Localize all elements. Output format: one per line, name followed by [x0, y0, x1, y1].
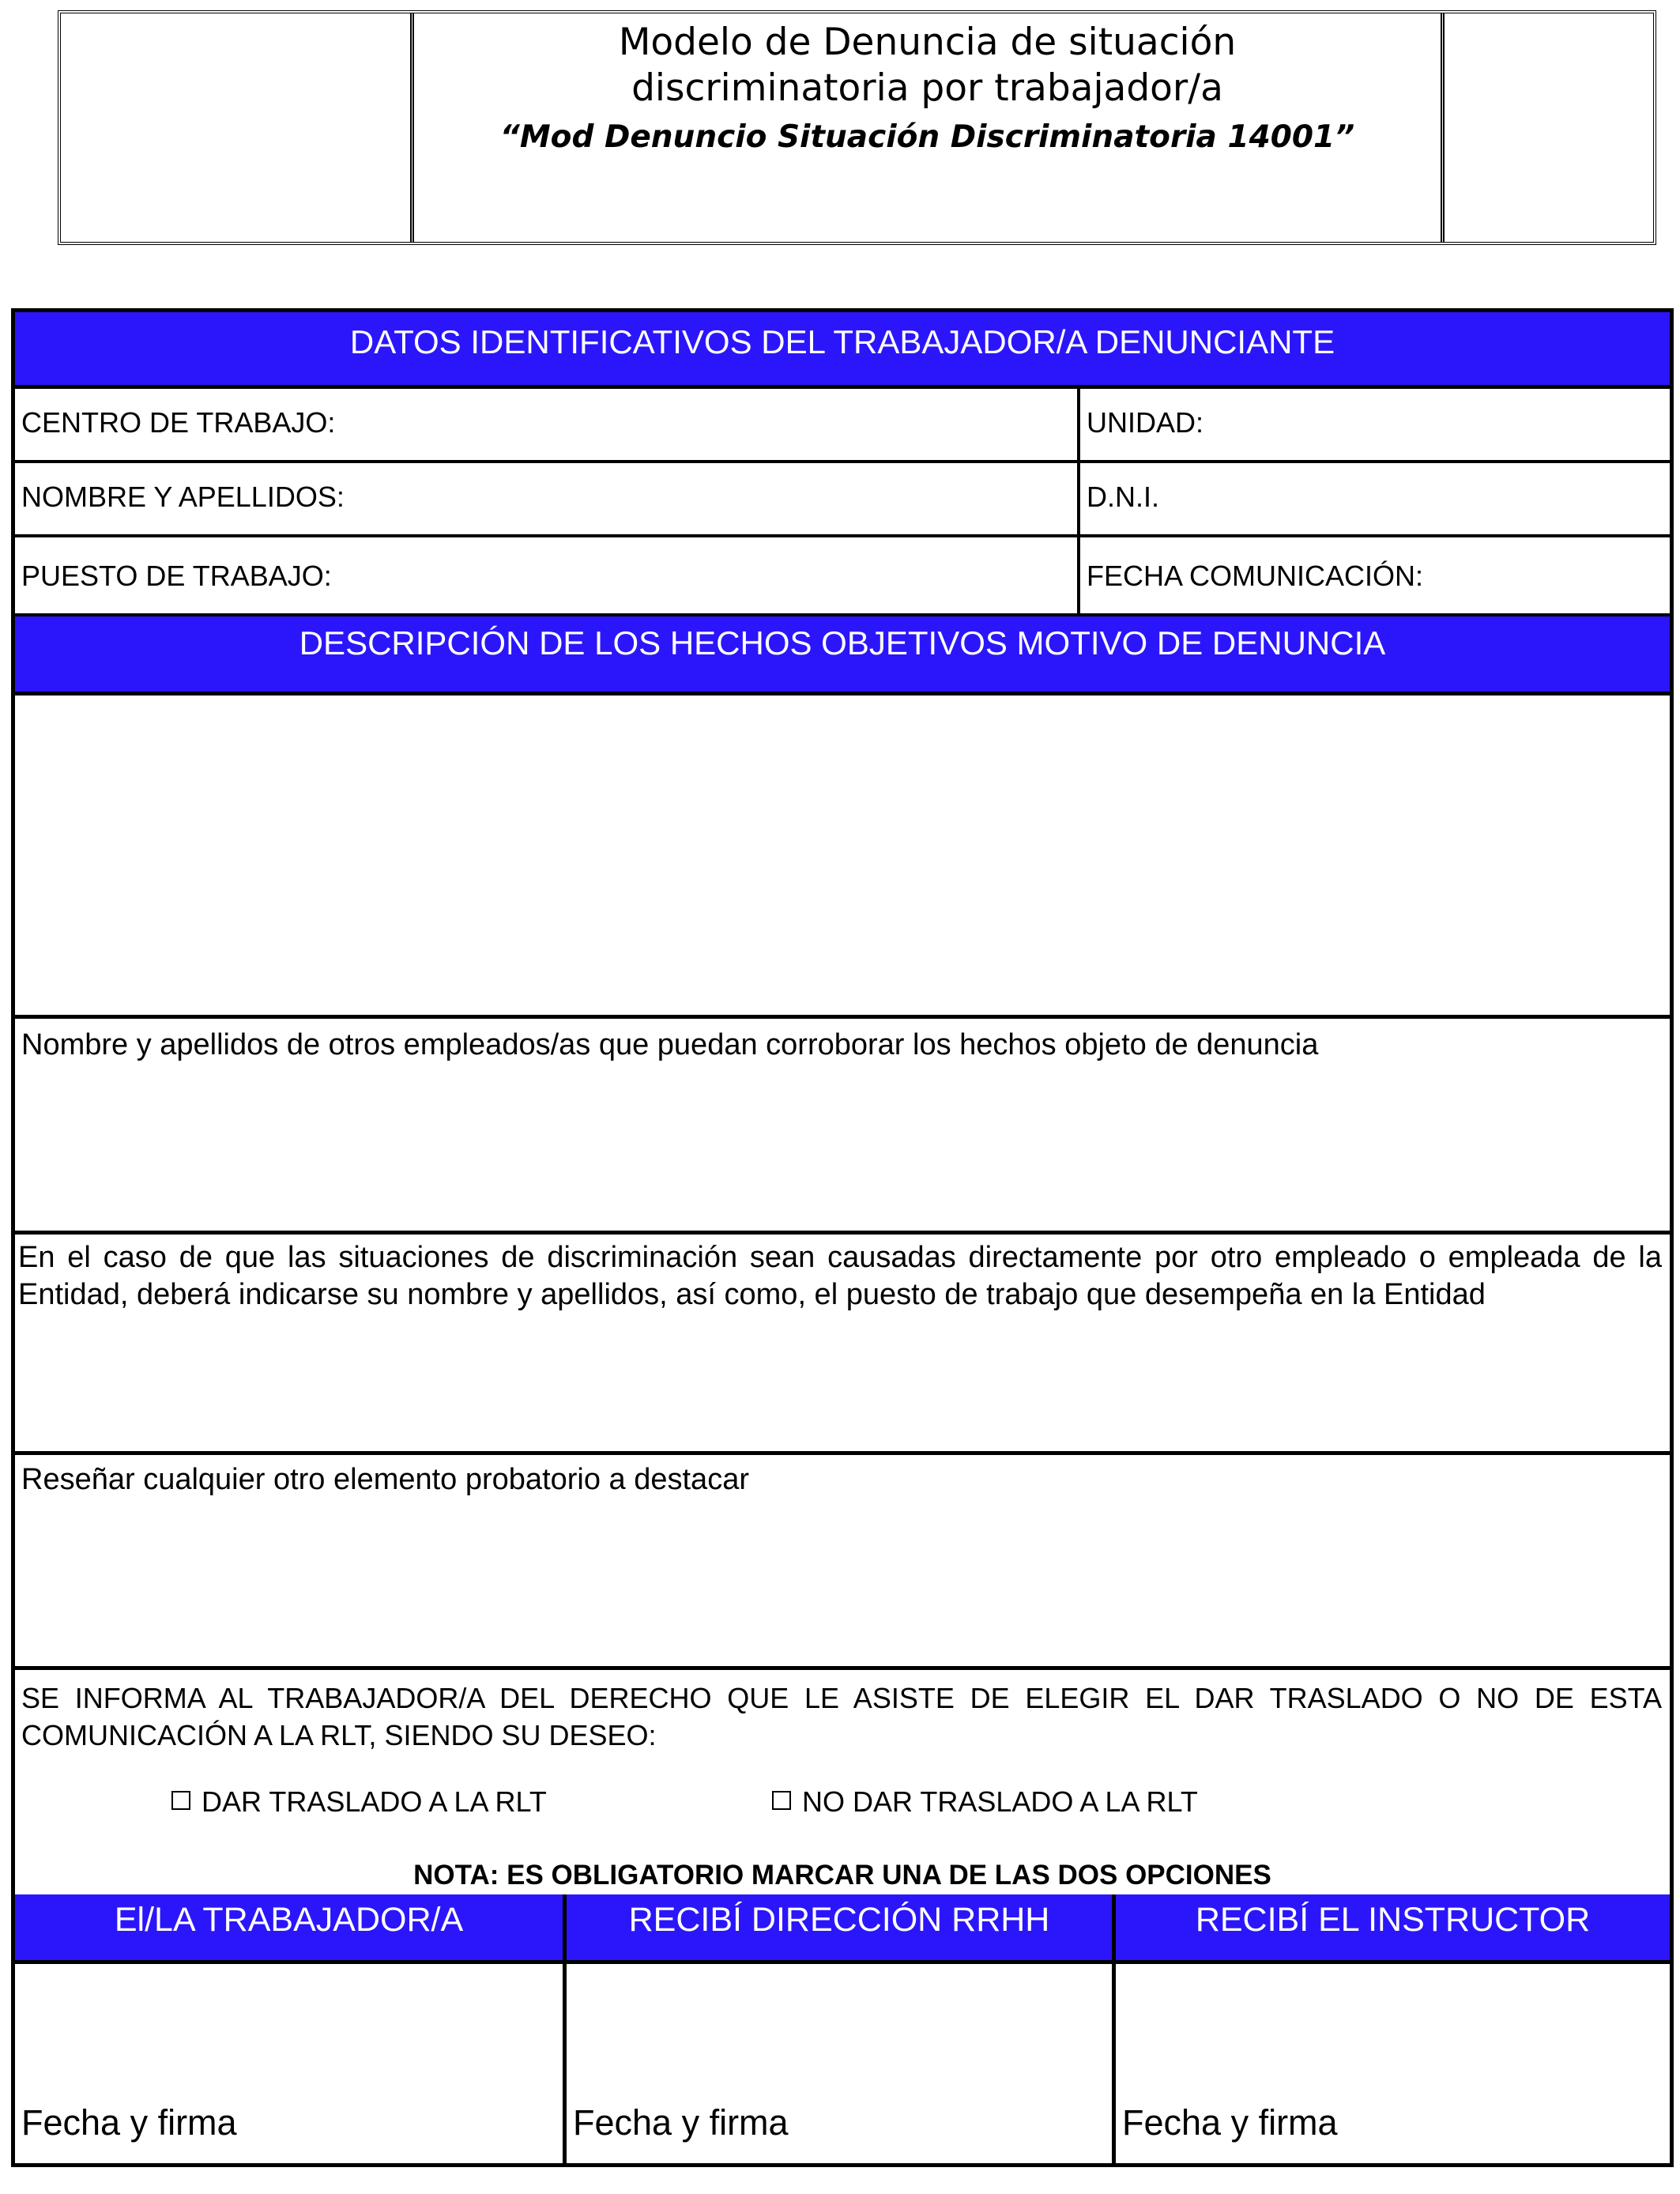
signature-trabajador-footer: Fecha y firma: [21, 2102, 237, 2143]
document-header: [58, 10, 1656, 245]
probatorio-text: Reseñar cualquier otro elemento probatorio a destacar: [21, 1463, 749, 1496]
row-nombre: [15, 463, 1670, 537]
option-no-dar-traslado-label: NO DAR TRASLADO A LA RLT: [802, 1785, 1198, 1818]
title-cell: [414, 13, 1445, 242]
otros-empleados-section[interactable]: [15, 1019, 1670, 1235]
option-dar-traslado[interactable]: [171, 1785, 547, 1819]
complaint-form: [11, 308, 1674, 2167]
otros-empleados-text: Nombre y apellidos de otros empleados/as que puedan corroborar los hechos objeto de denuncia: [21, 1028, 1319, 1061]
checkbox-no-dar-traslado[interactable]: [772, 1791, 791, 1810]
datos-heading-text: DATOS IDENTIFICATIVOS DEL TRABAJADOR/A DENUNCIANTE: [349, 323, 1335, 360]
revision-cell: [1445, 13, 1653, 242]
signature-rrhh[interactable]: [567, 1894, 1112, 2167]
causante-text: En el caso de que las situaciones de discriminación sean causadas directamente por otro empleado o empleada de la Entidad, deberá indicarse su nombre y apellidos, así como, el puesto de trabajo que desempeña en la Entidad: [18, 1241, 1662, 1311]
signature-rrhh-heading: RECIBÍ DIRECCIÓN RRHH: [567, 1894, 1112, 1964]
signature-rrhh-footer: Fecha y firma: [573, 2102, 789, 2143]
puesto-label: PUESTO DE TRABAJO:: [21, 560, 332, 592]
nota-obligatoria: NOTA: ES OBLIGATORIO MARCAR UNA DE LAS DOS OPCIONES: [413, 1860, 1271, 1891]
causante-section[interactable]: [15, 1235, 1670, 1455]
fecha-label: FECHA COMUNICACIÓN:: [1087, 560, 1424, 592]
title-line-2: discriminatoria por trabajador/a: [631, 66, 1223, 110]
logo-cell: [61, 13, 414, 242]
rlt-info-text: SE INFORMA AL TRABAJADOR/A DEL DERECHO QUE LE ASISTE DE ELEGIR EL DAR TRASLADO O NO DE ESTA COMUNICACIÓN A LA RLT, SIENDO SU DESEO:: [21, 1682, 1662, 1751]
dni-label: D.N.I.: [1087, 481, 1160, 513]
nombre-label: NOMBRE Y APELLIDOS:: [21, 481, 345, 513]
unidad-label: UNIDAD:: [1087, 406, 1204, 439]
option-no-dar-traslado[interactable]: [772, 1785, 1198, 1819]
option-dar-traslado-label: DAR TRASLADO A LA RLT: [202, 1785, 547, 1818]
centro-label: CENTRO DE TRABAJO:: [21, 406, 336, 439]
signature-trabajador-heading: El/LA TRABAJADOR/A: [15, 1894, 563, 1964]
hechos-heading: [15, 616, 1670, 696]
checkbox-dar-traslado[interactable]: [171, 1791, 190, 1810]
hechos-heading-text: DESCRIPCIÓN DE LOS HECHOS OBJETIVOS MOTIVO DE DENUNCIA: [299, 624, 1386, 662]
field-divider: [1077, 389, 1080, 616]
signature-instructor-footer: Fecha y firma: [1122, 2102, 1338, 2143]
rlt-section: [15, 1670, 1670, 1894]
signature-instructor-heading: RECIBÍ EL INSTRUCTOR: [1116, 1894, 1670, 1964]
probatorio-section[interactable]: [15, 1455, 1670, 1670]
datos-heading: [15, 312, 1670, 389]
document-code: “Mod Denuncio Situación Discriminatoria 14001”: [499, 119, 1355, 155]
row-puesto: [15, 537, 1670, 616]
hechos-description-area[interactable]: [15, 696, 1670, 1019]
title-line-1: Modelo de Denuncia de situación: [618, 21, 1237, 64]
signature-trabajador[interactable]: [15, 1894, 563, 2167]
signature-instructor[interactable]: [1116, 1894, 1670, 2167]
row-centro: [15, 389, 1670, 463]
